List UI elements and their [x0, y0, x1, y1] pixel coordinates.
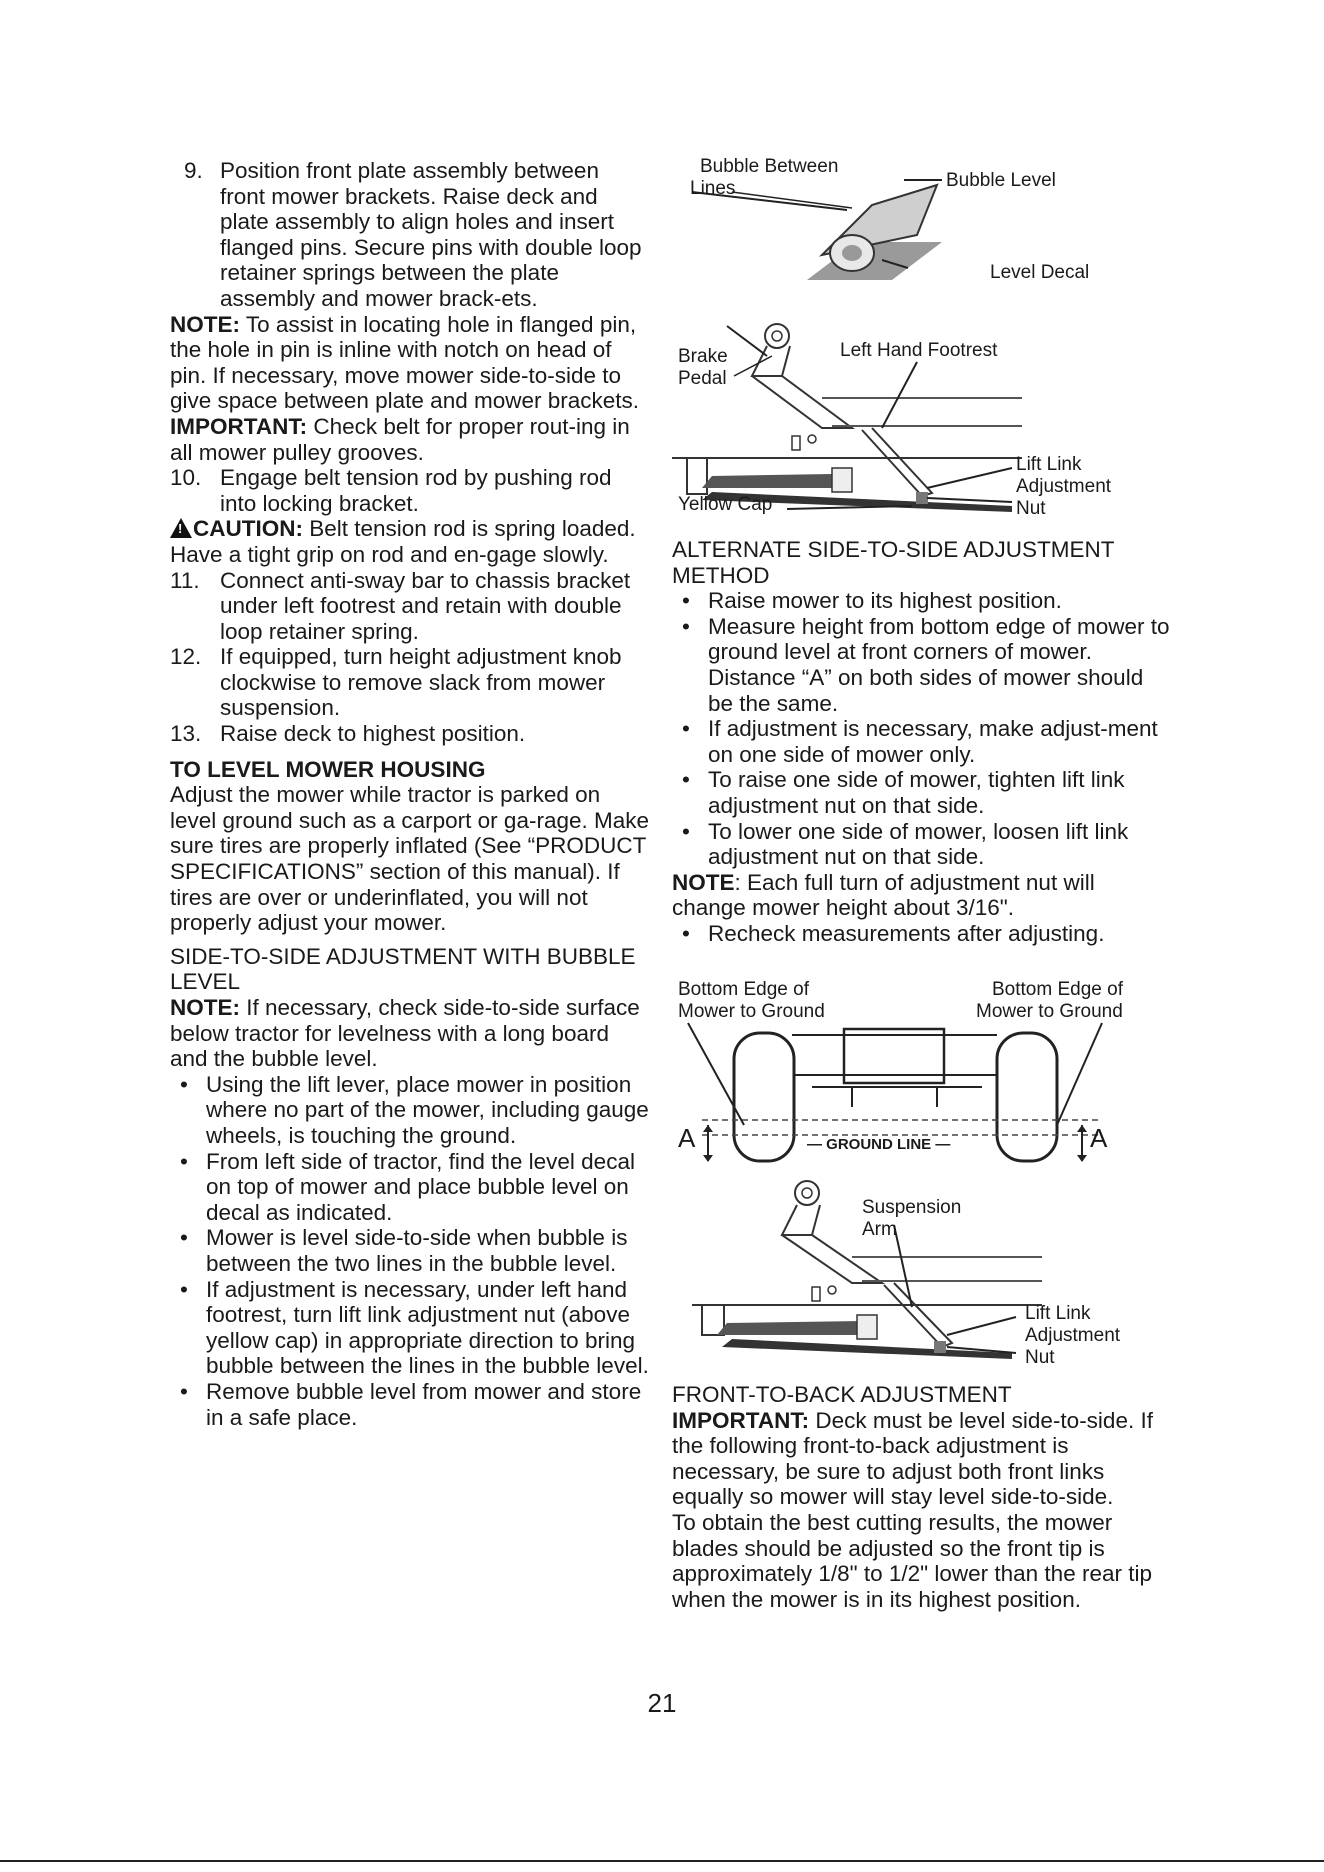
- bullet-item: • From left side of tractor, find the level decal on top of mower and place bubble level on decal as indicated.: [170, 1149, 650, 1226]
- bullet-item: • To raise one side of mower, tighten lift link adjustment nut on that side.: [672, 767, 1172, 818]
- bullet-item: • Raise mower to its highest position.: [672, 588, 1172, 614]
- label-adjustment: Adjustment: [1025, 1325, 1121, 1346]
- subheading-front-to-back: FRONT-TO-BACK ADJUSTMENT: [672, 1382, 1012, 1407]
- bullet-item: • Using the lift lever, place mower in position where no part of the mower, including gauge wheels, is touching the ground.: [170, 1072, 650, 1149]
- caution-belt-rod: [170, 516, 650, 567]
- bullet-item: • Remove bubble level from mower and store in a safe place.: [170, 1379, 650, 1430]
- figure-footrest-lift-link: [672, 318, 1172, 528]
- right-column-alternate: [672, 537, 1172, 947]
- caution-symbol: !: [178, 521, 183, 537]
- bullet-item: • If adjustment is necessary, make adjust-ment on one side of mower only.: [672, 716, 1172, 767]
- step-text: Connect anti-sway bar to chassis bracket under left footrest and retain with double loop retainer spring.: [220, 567, 631, 644]
- page-bottom-rule: [0, 1860, 1324, 1862]
- caution-text: Belt tension rod is spring loaded. Have a tight grip on rod and en-gage slowly.: [170, 516, 636, 567]
- step-text: Engage belt tension rod by pushing rod into locking bracket.: [220, 465, 612, 516]
- step-text: If equipped, turn height adjustment knob clockwise to remove slack from mower suspension.: [220, 644, 622, 721]
- figure-suspension-arm: [672, 1175, 1172, 1375]
- label-pedal: Pedal: [678, 368, 727, 389]
- mower-deck-edge: [702, 474, 842, 488]
- bullet-item: • If adjustment is necessary, under left hand footrest, turn lift link adjustment nut (above yellow cap) in appropriate direction to bring bubble between the lines in the bubble level.: [170, 1277, 650, 1379]
- note-label: NOTE:: [170, 311, 240, 337]
- figure-bubble-level: [672, 150, 1172, 300]
- yellow-cap-shape: [832, 468, 852, 492]
- label-nut: Nut: [1025, 1347, 1055, 1368]
- note-text: : Each full turn of adjustment nut will change mower height about 3/16".: [672, 869, 1095, 921]
- step-text: Position front plate assembly between front mower brackets. Raise deck and plate assembly to align holes and insert flanged pins. Secure pins with double loop retainer springs between the plate assembly and mower brack-ets.: [220, 158, 642, 311]
- label-level-decal: Level Decal: [990, 262, 1090, 283]
- important-text: Check belt for proper rout-ing in all mower pulley grooves.: [170, 413, 630, 465]
- label-distance-a-left: A: [678, 1123, 696, 1153]
- figure-ground-line: [672, 975, 1172, 1165]
- note-label: NOTE:: [170, 995, 240, 1020]
- label-lift-link: Lift Link: [1016, 454, 1082, 475]
- level-mower-paragraph: Adjust the mower while tractor is parked on level ground such as a carport or ga-rage. Make sure tires are properly inflated (See “PRODUCT SPECIFICATIONS” section of this manual). If tires are over or underinflated, you will not properly adjust your mower.: [170, 782, 650, 936]
- bullet-item: • Recheck measurements after adjusting.: [672, 921, 1172, 947]
- note-full-turn: [672, 870, 1172, 921]
- right-wheel: [997, 1033, 1057, 1161]
- note-flanged-pin: [170, 312, 650, 414]
- label-bubble-between: Bubble Between: [700, 156, 839, 177]
- step-13: [170, 721, 650, 747]
- label-nut: Nut: [1016, 498, 1046, 519]
- label-bottom-edge-right: Bottom Edge of: [992, 979, 1123, 1000]
- caution-label: CAUTION:: [193, 516, 303, 542]
- step-10: [170, 465, 650, 516]
- label-bottom-edge-left: Bottom Edge of: [678, 979, 809, 1000]
- note-text: If necessary, check side-to-side surface below tractor for levelness with a long board and the bubble level.: [170, 995, 640, 1072]
- page-number: 21: [647, 1688, 677, 1718]
- subheading-bubble-level: SIDE-TO-SIDE ADJUSTMENT WITH BUBBLE LEVEL: [170, 943, 636, 995]
- bullet-item: • To lower one side of mower, loosen lift link adjustment nut on that side.: [672, 819, 1172, 870]
- label-lines: Lines: [690, 178, 736, 199]
- level-decal-shape: [807, 242, 942, 280]
- label-mower-to-ground-right: Mower to Ground: [976, 1001, 1123, 1022]
- adjustment-nut-shape: [916, 492, 928, 504]
- step-text: Raise deck to highest position.: [220, 721, 526, 747]
- front-to-back-paragraph: To obtain the best cutting results, the mower blades should be adjusted so the front tip is approximately 1/8" to 1/2" lower than the rear tip when the mower is in its highest position.: [672, 1509, 1152, 1612]
- important-label: IMPORTANT:: [170, 413, 308, 439]
- step-12: [170, 644, 650, 721]
- subheading-alternate-method: ALTERNATE SIDE-TO-SIDE ADJUSTMENT METHOD: [672, 537, 1115, 588]
- note-text: To assist in locating hole in flanged pin, the hole in pin is inline with notch on head of pin. If necessary, move mower side-to-side to give space between plate and mower brackets.: [170, 311, 640, 414]
- label-brake: Brake: [678, 346, 728, 367]
- important-belt: [170, 414, 650, 465]
- left-wheel: [734, 1033, 794, 1161]
- label-mower-to-ground-left: Mower to Ground: [678, 1001, 825, 1022]
- step-11: [170, 568, 650, 645]
- bubble-vial: [842, 245, 862, 261]
- step-9: [170, 158, 650, 312]
- bullet-item: • Measure height from bottom edge of mower to ground level at front corners of mower. Distance “A” on both sides of mower should be the same.: [672, 614, 1172, 716]
- right-column-front-to-back: [672, 1382, 1172, 1612]
- important-label: IMPORTANT:: [672, 1407, 810, 1433]
- label-yellow-cap: Yellow Cap: [678, 494, 773, 515]
- step-number: 11.: [170, 567, 200, 593]
- step-number: 12.: [170, 644, 202, 670]
- label-ground-line: — GROUND LINE —: [807, 1136, 951, 1153]
- label-arm: Arm: [862, 1219, 897, 1240]
- important-deck-level: [672, 1408, 1172, 1510]
- caution-triangle-icon: [170, 518, 192, 538]
- note-levelness: [170, 995, 650, 1072]
- label-distance-a-right: A: [1090, 1123, 1108, 1153]
- section-heading-level-mower: TO LEVEL MOWER HOUSING: [170, 756, 486, 782]
- important-text: Deck must be level side-to-side. If the following front-to-back adjustment is necessary, be sure to adjust both front links equally so mower will stay level side-to-side.: [672, 1407, 1153, 1510]
- step-number: 10.: [170, 465, 202, 491]
- left-column: [170, 158, 650, 1430]
- label-suspension: Suspension: [862, 1197, 962, 1218]
- bullet-item: • Mower is level side-to-side when bubble is between the two lines in the bubble level.: [170, 1225, 650, 1276]
- label-bubble-level: Bubble Level: [946, 170, 1056, 191]
- label-lift-link: Lift Link: [1025, 1303, 1091, 1324]
- label-adjustment: Adjustment: [1016, 476, 1112, 497]
- step-number: 9.: [184, 158, 203, 183]
- note-label: NOTE: [672, 869, 735, 895]
- label-left-hand-footrest: Left Hand Footrest: [840, 340, 998, 361]
- step-number: 13.: [170, 721, 202, 747]
